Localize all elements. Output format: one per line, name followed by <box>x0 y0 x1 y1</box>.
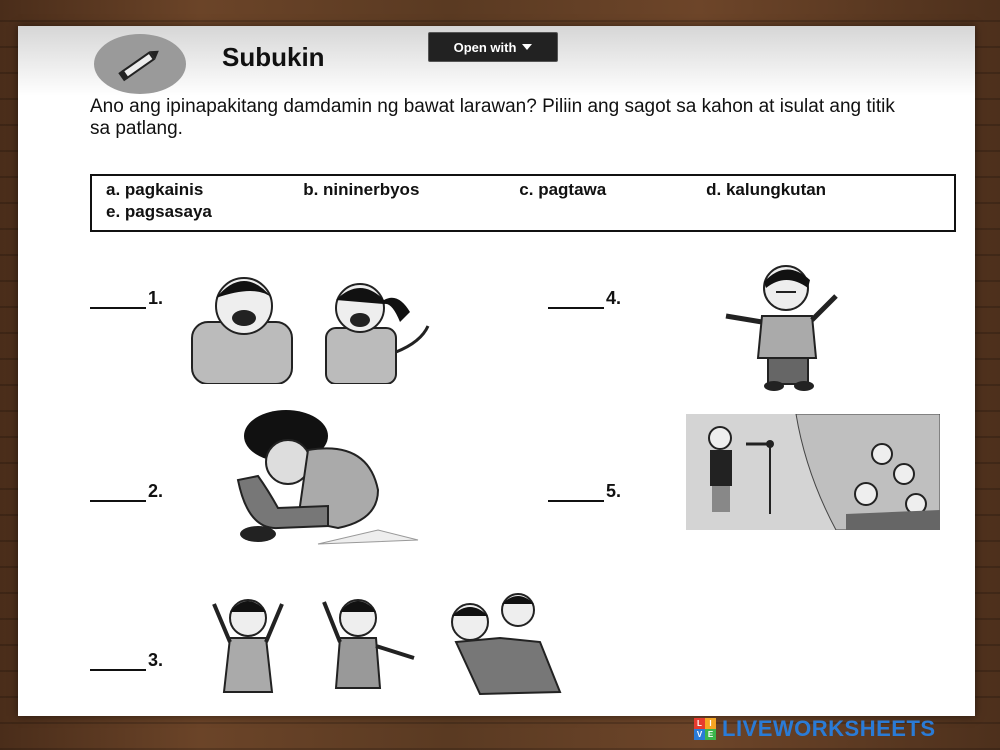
choice-a: a. pagkainis <box>106 180 204 199</box>
answer-choices-box <box>90 174 956 232</box>
answer-blank-5[interactable] <box>548 486 604 502</box>
item-number: 2. <box>148 481 164 501</box>
celebrating-children-illustration <box>200 582 580 706</box>
item-number: 1. <box>148 288 164 308</box>
item-2 <box>90 481 163 502</box>
sad-child-sitting-illustration <box>218 410 428 546</box>
choice-e: e. pagsasaya <box>106 202 212 221</box>
choice-d: d. kalungkutan <box>706 180 827 199</box>
instructions-text: Ano ang ipinapakitang damdamin ng bawat larawan? Piliin ang sagot sa kahon at isulat ang titik sa patlang. <box>90 96 895 139</box>
item-1 <box>90 288 163 309</box>
item-number: 3. <box>148 650 164 670</box>
pencil-icon <box>94 34 186 94</box>
open-with-label: Open with <box>453 39 517 55</box>
liveworksheets-watermark <box>694 716 936 742</box>
liveworksheets-logo-icon: L I V E <box>694 718 716 740</box>
watermark-text: LIVEWORKSHEETS <box>722 716 936 741</box>
item-3 <box>90 650 163 671</box>
angry-boy-illustration <box>712 258 862 392</box>
answer-blank-1[interactable] <box>90 293 146 309</box>
nervous-performer-illustration <box>686 414 940 530</box>
choice-b: b. nininerbyos <box>303 180 420 199</box>
answer-blank-2[interactable] <box>90 486 146 502</box>
open-with-button[interactable] <box>428 32 558 62</box>
item-number: 5. <box>606 481 622 501</box>
item-4 <box>548 288 621 309</box>
choice-c: c. pagtawa <box>519 180 607 199</box>
item-5 <box>548 481 621 502</box>
chevron-down-icon <box>522 44 532 50</box>
laughing-children-illustration <box>186 262 436 384</box>
page-title: Subukin <box>222 42 325 72</box>
worksheet <box>18 26 975 716</box>
item-number: 4. <box>606 288 622 308</box>
answer-blank-4[interactable] <box>548 293 604 309</box>
answer-blank-3[interactable] <box>90 655 146 671</box>
